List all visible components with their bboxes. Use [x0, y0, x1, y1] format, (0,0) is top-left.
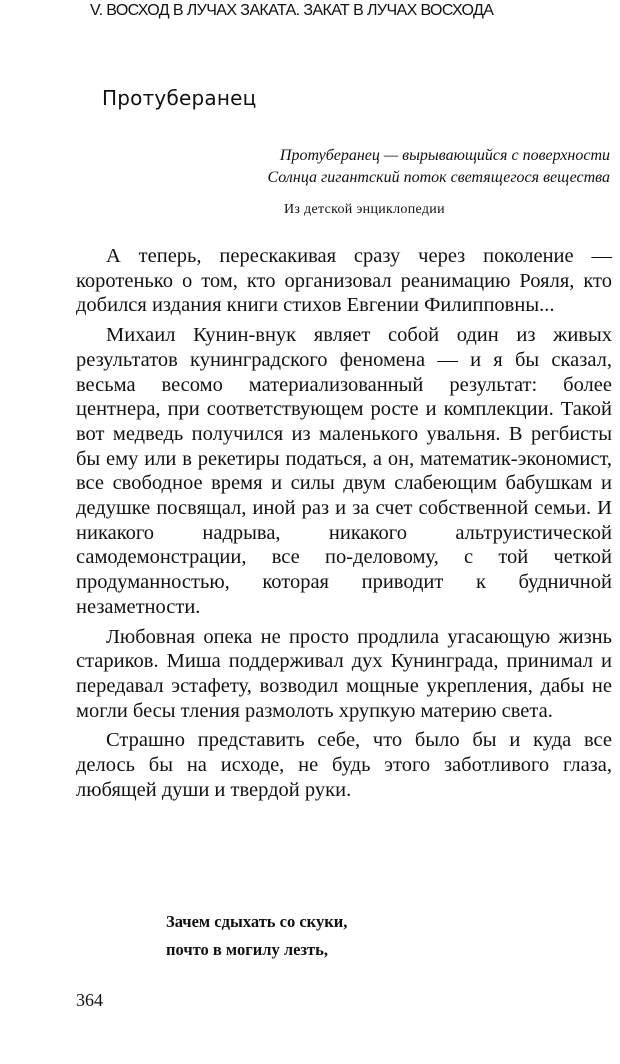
body-text: [76, 244, 612, 807]
paragraph: А теперь, перескакивая сразу через поколение — коротенько о том, кто организовал реанимацию Рояля, кто добился издания книги стихов Евгении Филипповны...: [76, 245, 612, 317]
paragraph: Михаил Кунин-внук являет собой один из живых результатов кунинградского феномена — и я бы сказал, весьма весомо материализованный результат: более центнера, при соответствующем росте и комплекции. Такой вот медведь получился из маленького увальня. В регбисты бы ему или в рекетиры податься, а он, математик-экономист, все свободное время и силы двум слабеющим бабушкам и дедушке посвящал, иной раз и за счет собственной семьи. И никакого надрыва, никакого альтруистической самодемонстрации, все по-деловому, с той четкой продуманностью, которая приводит к будничной незаметности.: [76, 324, 612, 618]
page-number: 364: [76, 990, 103, 1010]
paragraph: Страшно представить себе, что было бы и куда все делось бы на исходе, не будь этого заботливого глаза, любящей души и твердой руки.: [76, 729, 612, 801]
section-title: Протуберанец: [102, 86, 257, 110]
epigraph-line: Солнца гигантский поток светящегося вещества: [267, 169, 610, 186]
epigraph: [140, 145, 610, 189]
poem-line: почто в могилу лезть,: [166, 940, 329, 959]
running-header: V. ВОСХОД В ЛУЧАХ ЗАКАТА. ЗАКАТ В ЛУЧАХ ВОСХОДА: [90, 2, 494, 19]
poem-line: Зачем сдыхать со скуки,: [166, 912, 348, 931]
epigraph-line: Протуберанец — вырывающийся с поверхности: [279, 147, 610, 164]
poem-fragment: [166, 908, 347, 964]
epigraph-source: Из детской энциклопедии: [284, 202, 445, 217]
paragraph: Любовная опека не просто продлила угасающую жизнь стариков. Миша поддерживал дух Кунинграда, принимал и передавал эстафету, возводил мощные укрепления, дабы не могли бесы тления размолоть хрупкую материю света.: [76, 625, 612, 722]
